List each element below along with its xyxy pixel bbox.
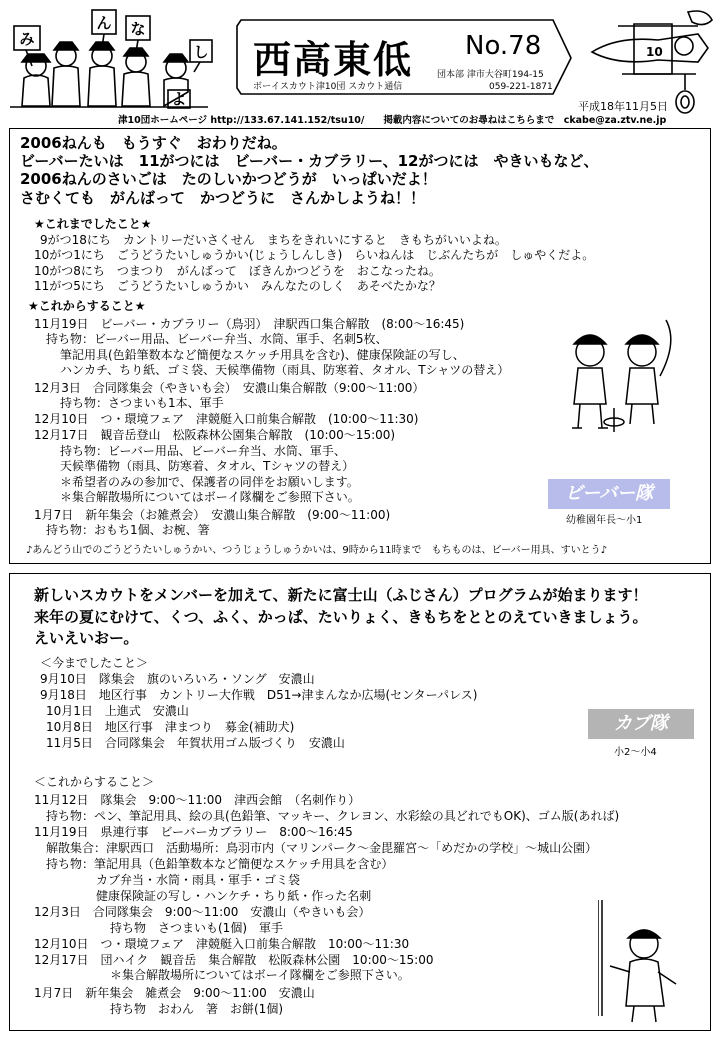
phone-number: 059-221-1871 xyxy=(489,82,553,92)
beaver-plan-heading: ★これからすること★ xyxy=(28,299,146,313)
cub-plan-item: 持ち物：筆記用具（色鉛筆数本など簡便なスケッチ用具を含む） xyxy=(46,857,394,871)
beaver-done-item: 9がつ18にち カントリーだいさくせん まちをきれいにすると きもちがいいよね。 xyxy=(40,233,507,247)
plane-number: 10 xyxy=(646,45,663,59)
beaver-scouts-illustration xyxy=(548,312,708,440)
cub-plan-item: 解散集合：津駅西口 活動場所：鳥羽市内（マリンパーク～金毘羅宮～「めだかの学校」～城山公園） xyxy=(46,841,598,855)
cub-intro-line-2: 来年の夏にむけて、くつ、ふく、かっぱ、たいりょく、きもちをととのえていきましょう。 xyxy=(34,608,648,626)
cub-plan-item: 持ち物：ペン、筆記用具、絵の具(色鉛筆、マッキー、クレヨン、水彩絵の具どれでもOK)、ゴム版(あれば) xyxy=(46,809,620,823)
cub-plan-item: 持ち物 おわん 箸 お餅(1個) xyxy=(110,1002,283,1016)
beaver-plan-item: ＊希望者のみの参加で、保護者の同伴をお願いします。 xyxy=(60,475,359,489)
beaver-intro-line-4: さむくても がんばって かつどうに さんかしようね！！ xyxy=(20,189,426,207)
cub-done-item: 10月8日 地区行事 津まつり 募金(補助犬) xyxy=(46,720,295,734)
sign-char-1: み xyxy=(19,30,35,48)
cub-done-item: 11月5日 合同隊集会 年賀状用ゴム版づくり 安濃山 xyxy=(46,736,345,750)
newsletter-subtitle: ボーイスカウト津10団 スカウト通信 xyxy=(253,82,403,92)
cub-plan-item: 12月3日 合同隊集会 9:00～11:00 安濃山（やきいも会） xyxy=(34,905,371,919)
cub-troop-tag-label: カブ隊 xyxy=(614,713,668,734)
beaver-done-heading: ★これまでしたこと★ xyxy=(34,217,152,231)
beaver-plan-item: 持ち物：さつまいも1本、軍手 xyxy=(60,396,224,410)
beaver-plan-item: 天候準備物（雨具、防寒着、タオル、Tシャツの替え） xyxy=(60,459,355,473)
beaver-plan-item: 11月19日 ビーバー・カブラリー（鳥羽） 津駅西口集合解散 (8:00～16:45) xyxy=(34,317,465,331)
beaver-plan-item: 12月3日 合同隊集会（やきいも会） 安濃山集合解散（9:00～11:00） xyxy=(34,381,425,395)
organization-address: 団本部 津市大谷町194-15 xyxy=(437,70,544,80)
beaver-plan-item: 持ち物：ビーバー用品、ビーバー弁当、水筒、軍手、 xyxy=(60,444,346,458)
beaver-plan-item: ＊集合解散場所についてはボーイ隊欄をご参照下さい。 xyxy=(60,490,360,504)
cub-done-item: 10月1日 上進式 安濃山 xyxy=(46,704,189,718)
beaver-troop-tag xyxy=(548,479,670,509)
cub-plan-item: 12月10日 つ・環境フェア 津競艇入口前集合解散 10:00～11:30 xyxy=(34,937,410,951)
cub-plan-item: 12月17日 団ハイク 観音岳 集合解散 松阪森林公園 10:00～15:00 xyxy=(34,953,434,967)
cub-intro-line-3: えいえいおー。 xyxy=(34,629,139,647)
cub-done-item: 9月18日 地区行事 カントリー大作戦 D51→津まんなか広場(センターパレス) xyxy=(40,688,478,702)
beaver-plan-item: 持ち物：ビーバー用品、ビーバー弁当、水筒、軍手、名刺5枚、 xyxy=(46,332,388,346)
cub-plan-item: 11月12日 隊集会 9:00～11:00 津西会館 （名刺作り） xyxy=(34,793,361,807)
beaver-intro-line-3: 2006ねんのさいごは たのしいかつどうが いっぱいだよ！ xyxy=(20,170,437,188)
beaver-intro-line-1: 2006ねんも もうすぐ おわりだね。 xyxy=(20,134,287,152)
cub-plan-item: 1月7日 新年集会 雑煮会 9:00～11:00 安濃山 xyxy=(34,986,315,1000)
cub-troop-tag xyxy=(588,709,694,739)
beaver-plan-item: 12月17日 観音岳登山 松阪森林公園集合解散 (10:00～15:00) xyxy=(34,428,396,442)
masthead xyxy=(235,18,573,96)
beaver-plan-item: ハンカチ、ちり紙、ゴミ袋、天候準備物（雨具、防寒着、タオル、Tシャツの替え） xyxy=(60,363,510,377)
sign-char-3: な xyxy=(130,20,146,38)
beaver-plan-item: 12月10日 つ・環境フェア 津競艇入口前集合解散 (10:00～11:30) xyxy=(34,412,419,426)
issue-date: 平成18年11月5日 xyxy=(578,100,668,113)
cub-troop-age: 小2～小4 xyxy=(614,747,657,758)
beaver-plan-item: 1月7日 新年集会（お雑煮会） 安濃山集合解散 (9:00～11:00) xyxy=(34,508,391,522)
cub-done-item: 9月10日 隊集会 旗のいろいろ・ソング 安濃山 xyxy=(40,672,315,686)
beaver-done-item: 10がつ1にち ごうどうたいしゅうかい(じょうしんしき) らいねんは じぶんたちが しゅやくだよ。 xyxy=(34,248,595,262)
beaver-done-item: 11がつ5にち ごうどうたいしゅうかい みんなたのしく あそべたかな？ xyxy=(34,279,441,293)
issue-number: No.78 xyxy=(465,31,542,61)
cub-plan-item: 健康保険証の写し・ハンケチ・ちり紙・作った名刺 xyxy=(96,889,372,903)
beaver-troop-age: 幼稚園年長～小1 xyxy=(566,515,643,526)
cub-done-heading: ＜今までしたこと＞ xyxy=(40,656,149,670)
beaver-footnote: ♪あんどう山でのごうどうたいしゅうかい、つうじょうしゅうかいは、9時から11時まで もちものは、ビーバー用具、すいとう♪ xyxy=(26,545,607,556)
sign-char-5: よ xyxy=(171,90,187,108)
sign-char-2: ん xyxy=(96,14,112,32)
beaver-plan-item: 筆記用具(色鉛筆数本など簡便なスケッチ用具を含む)、健康保険証の写し、 xyxy=(60,348,465,362)
cub-plan-item: 持ち物 さつまいも(1個) 軍手 xyxy=(110,921,283,935)
beaver-troop-tag-label: ビーバー隊 xyxy=(564,483,654,504)
scouts-holding-signs-illustration xyxy=(8,6,220,110)
beaver-intro-line-2: ビーバーたいは 11がつには ビーバー・カブラリー、12がつには やきいもなど、 xyxy=(20,152,599,170)
beaver-done-item: 10がつ8にち つまつり がんばって ぼきんかつどうを おこなったね。 xyxy=(34,264,441,278)
cub-plan-heading: ＜これからすること＞ xyxy=(34,775,155,789)
cub-plan-item: 11月19日 県連行事 ビーバーカブラリー 8:00～16:45 xyxy=(34,825,353,839)
cub-plan-item: ＊集合解散場所についてはボーイ隊欄をご参照下さい。 xyxy=(110,968,410,982)
newsletter-header xyxy=(0,0,720,126)
newsletter-title: 西高東低 xyxy=(253,37,414,82)
cub-intro-line-1: 新しいスカウトをメンバーを加えて、新たに富士山（ふじさん）プログラムが始まります！ xyxy=(34,586,648,604)
homepage-contact-line: 津10団ホームページ http://133.67.141.152/tsu10/ 掲載内容についてのお尋ねはこちらまで ckabe@za.ztv.ne.jp xyxy=(118,115,667,126)
cub-scout-illustration xyxy=(598,896,698,1026)
sign-char-4: し xyxy=(193,43,209,61)
beaver-plan-item: 持ち物：おもち1個、お椀、箸 xyxy=(46,523,210,537)
cub-plan-item: カブ弁当・水筒・雨具・軍手・ゴミ袋 xyxy=(96,873,301,887)
